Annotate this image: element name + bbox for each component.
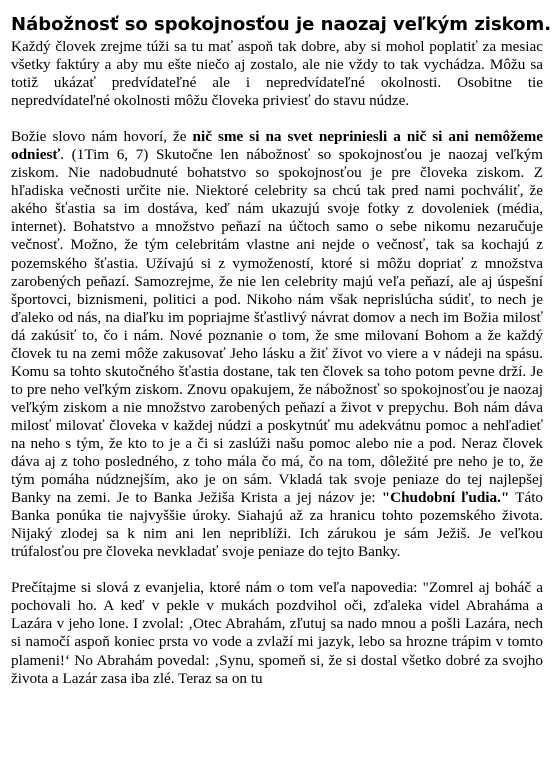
- paragraph-main-outro: Táto Banka ponúka tie najvyššie úroky. Siahajú až za hranicu tohto pozemského života. Nijaký zlodej sa k nim ani len nepriblíži. Ich zárukou je sám Ježiš. Je veľkou trúfalosťou pre človeka nevkladať svoje peniaze do tejto Banky.: [11, 489, 544, 561]
- bible-quote-bold: nič sme si na svet nepriniesli a nič si ani nemôžeme odniesť: [11, 128, 543, 164]
- paragraph-main-intro: Božie slovo nám hovorí, že: [11, 128, 193, 146]
- paragraph-gospel: Prečítajme si slová z evanjelia, ktoré nám o tom veľa napovedia: "Zomrel aj boháč a pochovali ho. A keď v pekle v mukách pozdvihol oči, zďaleka videl Abraháma a Lazára v jeho lone. I zvolal: ‚Otec Abrahám, zľutuj sa nado mnou a pošli Lazára, nech si namočí aspoň koniec prsta vo vode a zvlaží mi jazyk, lebo sa hrozne trápim v tomto plameni!‘ No Abrahám povedal: ‚Synu, spomeň si, že si dostal všetko dobré za svojho života a Lazár zasa iba zlé. Teraz sa on tu: [11, 579, 543, 687]
- paragraph-intro: Každý človek zrejme túži sa tu mať aspoň tak dobre, aby si mohol poplatiť za mesiac všetky faktúry a aby mu ešte niečo aj zostalo, ale nie vždy to tak vychádza. Môžu sa totiž ukázať predvídateľné ale i nepredvídateľné okolnosti. Osobitne tie nepredvídateľné okolnosti môžu človeka priviesť do stavu núdze.: [11, 38, 543, 110]
- paragraph-main-body: . (1Tim 6, 7) Skutočne len nábožnosť so spokojnosťou je naozaj veľkým ziskom. Nie nadobudnuté bohatstvo so spokojnosťou je pre človeka ziskom. Z hľadiska večnosti určite nie. Niektoré celebrity sa chcú tak pred nami pochváliť, že akého šťastia sa im dostáva, keď nám ukazujú svoje fotky z dovoleniek (média, internet). Bohatstvo a množstvo peňazí na účtoch samo o sebe nikomu nezaručuje večnosť. Možno, že tým celebritám vlastne ani nejde o večnosť, tak sa kochajú z pozemského šťastia. Užívajú si z vymožeností, ktoré si môžu dopriať z množstva zarobených peňazí. Samozrejme, že nie len celebrity majú veľa peňazí, ale aj úspešní športovci, biznismeni, politici a pod. Nikoho nám však neprislúcha súdiť, to nech je ďaleko od nás, na diaľku im popriajme šťastlivý návrat domov a nech im Božia milosť dá zakúsiť to, čo i nám. Nové poznanie o tom, že sme milovaní Bohom a že každý človek tu na zemi môže zakusovať Jeho lásku a žiť život vo viere a v nádeji na spásu. Komu sa tohto skutočného šťastia dostane, tak ten človek sa toho potom pevne drží. Je to pre neho veľkým ziskom. Znovu opakujem, že nábožnosť so spokojnosťou je naozaj veľkým ziskom a nie množstvo zarobených peňazí a život v prepychu. Boh nám dáva milosť milovať človeka v každej núdzi a poskytnúť mu adekvátnu pomoc a nehľadieť na neho s tým, že kto to je a či si zaslúži našu pomoc alebo nie a pod. Neraz človek dáva aj z toho posledného, z toho mála čo má, čo na tom, dôležité pre neho je to, že tým pomáha núdznejším, ako je on sám. Vkladá tak svoje peniaze do tej najlepšej Banky na zemi. Je to Banka Ježiša Krista a jej názov je:: [11, 146, 543, 507]
- paragraph-spacer: [11, 110, 543, 128]
- bank-name-bold: "Chudobní ľudia.": [381, 489, 510, 507]
- document-title: Nábožnosť so spokojnosťou je naozaj veľkým ziskom.: [11, 14, 552, 35]
- paragraph-main: [11, 128, 543, 561]
- paragraph-spacer: [11, 561, 543, 579]
